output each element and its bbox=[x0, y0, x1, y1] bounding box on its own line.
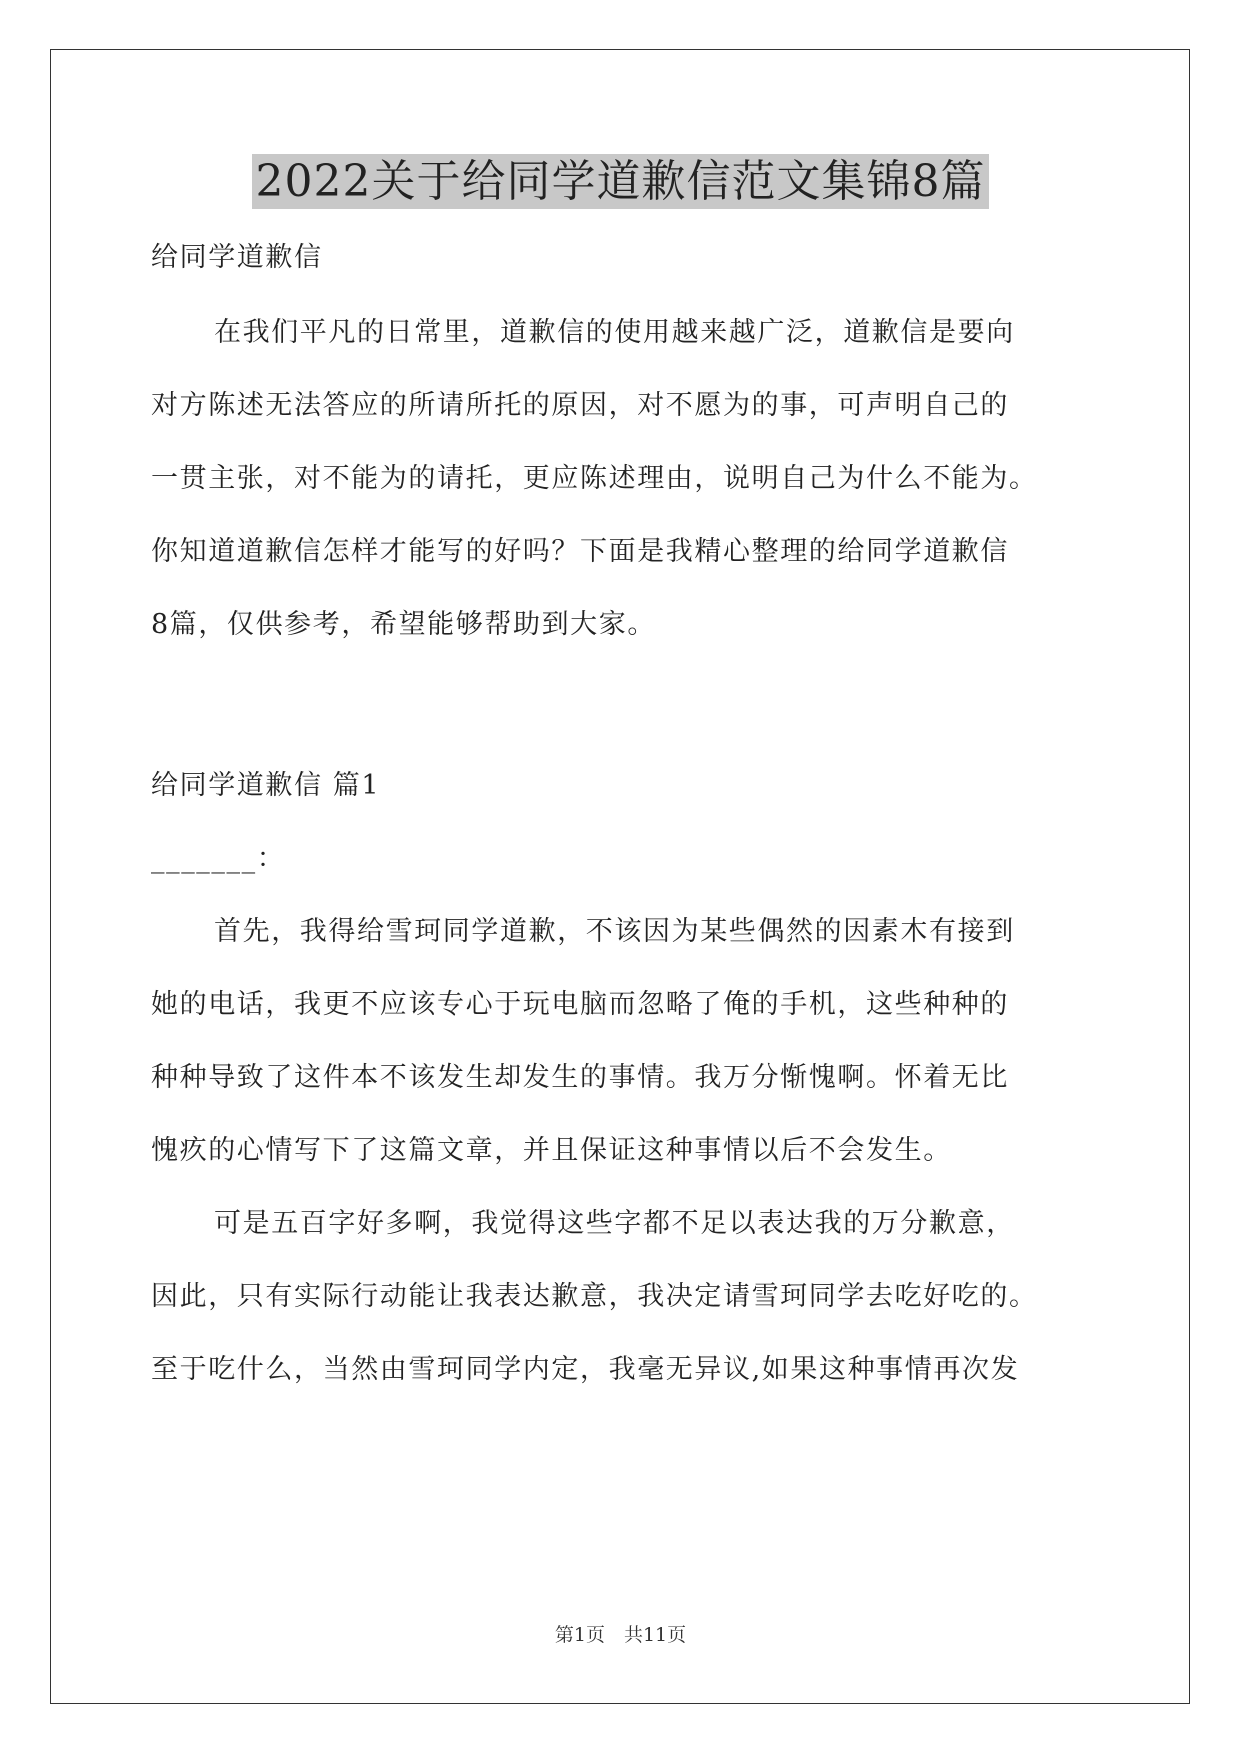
salutation: _______： bbox=[151, 843, 286, 874]
body-line-4: 愧疚的心情写下了这篇文章，并且保证这种事情以后不会发生。 bbox=[151, 1135, 952, 1166]
section-heading: 给同学道歉信 篇1 bbox=[151, 770, 381, 801]
intro-line-5: 8篇，仅供参考，希望能够帮助到大家。 bbox=[151, 609, 656, 640]
body-line-5: 可是五百字好多啊，我觉得这些字都不足以表达我的万分歉意， bbox=[214, 1208, 1015, 1239]
body-line-7: 至于吃什么，当然由雪珂同学内定，我毫无异议,如果这种事情再次发 bbox=[151, 1354, 1020, 1385]
intro-line-4: 你知道道歉信怎样才能写的好吗？下面是我精心整理的给同学道歉信 bbox=[151, 536, 1009, 567]
body-line-6: 因此，只有实际行动能让我表达歉意，我决定请雪珂同学去吃好吃的。 bbox=[151, 1281, 1038, 1312]
body-line-2: 她的电话，我更不应该专心于玩电脑而忽略了俺的手机，这些种种的 bbox=[151, 989, 1009, 1020]
intro-line-2: 对方陈述无法答应的所请所托的原因，对不愿为的事，可声明自己的 bbox=[151, 390, 1009, 421]
document-title-text: 2022关于给同学道歉信范文集锦8篇 bbox=[252, 154, 990, 209]
body-line-3: 种种导致了这件本不该发生却发生的事情。我万分惭愧啊。怀着无比 bbox=[151, 1062, 1009, 1093]
intro-line-1: 在我们平凡的日常里，道歉信的使用越来越广泛，道歉信是要向 bbox=[214, 317, 1015, 348]
document-title bbox=[0, 152, 1241, 212]
document-heading: 给同学道歉信 bbox=[151, 242, 323, 273]
body-line-1: 首先，我得给雪珂同学道歉，不该因为某些偶然的因素木有接到 bbox=[214, 916, 1015, 947]
page-footer: 第1页 共11页 bbox=[554, 1624, 687, 1646]
intro-line-3: 一贯主张，对不能为的请托，更应陈述理由，说明自己为什么不能为。 bbox=[151, 463, 1038, 494]
